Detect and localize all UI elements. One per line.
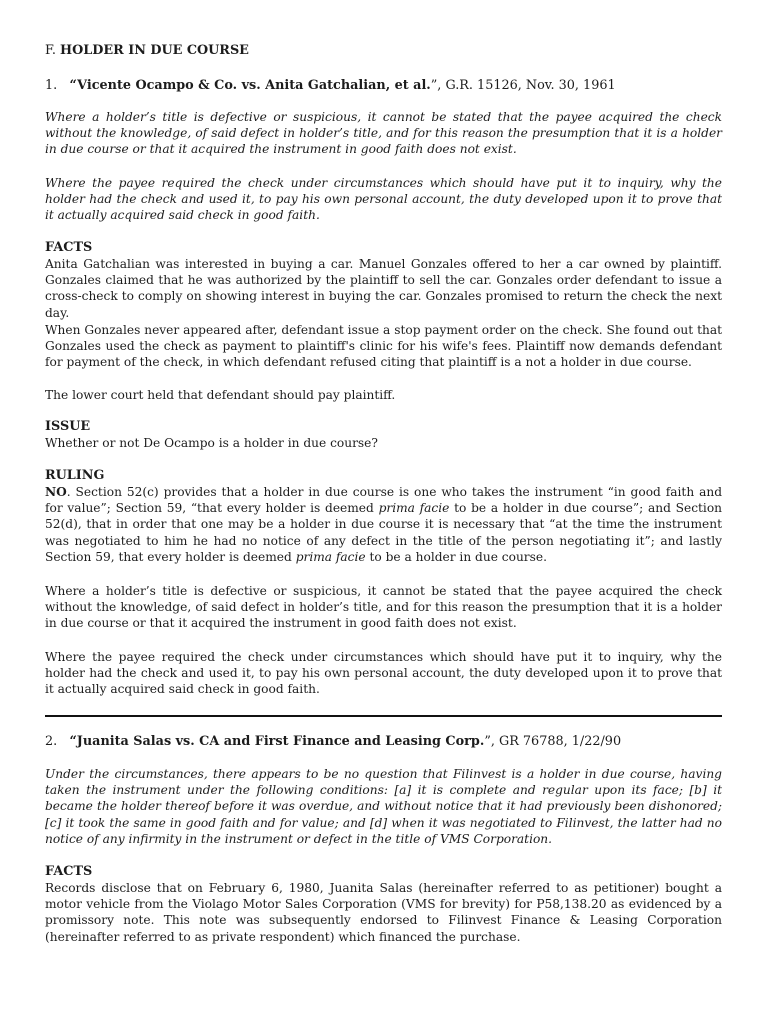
case-1-facts-3: The lower court held that defendant should pay plaintiff. bbox=[45, 388, 396, 402]
case-2-title bbox=[45, 734, 722, 750]
case-1-ruling-3: Where the payee required the check under circumstances which should have put it to inquiry, why the holder had the check and used it, to pay his own personal account, the duty developed upon it to prove that it actually acquired said check in good faith. bbox=[45, 650, 722, 697]
case-1-facts-heading: FACTS bbox=[45, 240, 93, 255]
case-1-ruling-heading: RULING bbox=[45, 468, 105, 483]
case-1-ruling-2: Where a holder’s title is defective or suspicious, it cannot be stated that the payee acquired the check without the knowledge, of said defect in holder’s title, and for this reason the presumption that it is a holder in due course or that it acquired the instrument in good faith does not exist. bbox=[45, 584, 722, 631]
case-1-citation: ”, G.R. 15126, Nov. 30, 1961 bbox=[430, 78, 616, 93]
section-letter: F. bbox=[45, 43, 56, 58]
case-2-doctrine: Under the circumstances, there appears to be no question that Filinvest is a holder in due course, having taken the instrument under the following conditions: [a] it is complete and regular upon its face; [b] it became the holder thereof before it was overdue, and without notice that it had previously been dishonored; [c] it took the same in good faith and for value; and [d] when it was negotiated to Filinvest, the latter had no notice of any infirmity in the instrument or defect in the title of VMS Corporation. bbox=[45, 767, 722, 846]
case-1-issue-heading: ISSUE bbox=[45, 419, 91, 434]
case-2-number: 2. bbox=[45, 734, 58, 749]
section-heading bbox=[45, 43, 722, 59]
section-divider bbox=[45, 715, 722, 717]
case-1-title bbox=[45, 78, 722, 94]
case-1-number: 1. bbox=[45, 78, 58, 93]
case-2-facts-1: Records disclose that on February 6, 1980, Juanita Salas (hereinafter referred to as petitioner) bought a motor vehicle from the Violago Motor Sales Corporation (VMS for brevity) for P58,138.20 as evidenced by a promissory note. This note was subsequently endorsed to Filinvest Finance & Leasing Corporation (hereinafter referred to as private respondent) which financed the purchase. bbox=[45, 881, 722, 944]
section-title: HOLDER IN DUE COURSE bbox=[60, 43, 249, 58]
ruling-answer: NO bbox=[45, 485, 67, 499]
case-1-name: “Vicente Ocampo & Co. vs. Anita Gatchalian, et al. bbox=[69, 78, 431, 93]
case-1-doctrine-2: Where the payee required the check under circumstances which should have put it to inquiry, why the holder had the check and used it, to pay his own personal account, the duty developed upon it to prove that it actually acquired said check in good faith. bbox=[45, 176, 722, 223]
case-1-facts-2: When Gonzales never appeared after, defendant issue a stop payment order on the check. She found out that Gonzales used the check as payment to plaintiff's clinic for his wife's fees. Plaintiff now demands defendant for payment of the check, in which defendant refused citing that plaintiff is a not a holder in due course. bbox=[45, 323, 722, 370]
case-2-name: “Juanita Salas vs. CA and First Finance and Leasing Corp. bbox=[69, 734, 485, 749]
case-1-issue: Whether or not De Ocampo is a holder in due course? bbox=[45, 436, 378, 450]
case-2-citation: ”, GR 76788, 1/22/90 bbox=[484, 734, 622, 749]
case-1-facts-1: Anita Gatchalian was interested in buying a car. Manuel Gonzales offered to her a car owned by plaintiff. Gonzales claimed that he was authorized by the plaintiff to sell the car. Gonzales order defendant to issue a cross-check to comply on showing interest in buying the car. Gonzales promised to return the check the next day. bbox=[45, 257, 722, 320]
case-1-doctrine-1: Where a holder’s title is defective or suspicious, it cannot be stated that the payee acquired the check without the knowledge, of said defect in holder’s title, and for this reason the presumption that it is a holder in due course or that it acquired the instrument in good faith does not exist. bbox=[45, 110, 722, 157]
case-1-ruling-1: NO. Section 52(c) provides that a holder in due course is one who takes the instrument “in good faith and for value”; Section 59, “that every holder is deemed prima facie to be a holder in due course”; and Section 52(d), that in order that one may be a holder in due course it is necessary that “at the time the instrument was negotiated to him he had no notice of any defect in the title of the person negotiating it”; and lastly Section 59, that every holder is deemed prima facie to be a holder in due course. bbox=[45, 485, 722, 564]
case-2-facts-heading: FACTS bbox=[45, 864, 93, 879]
